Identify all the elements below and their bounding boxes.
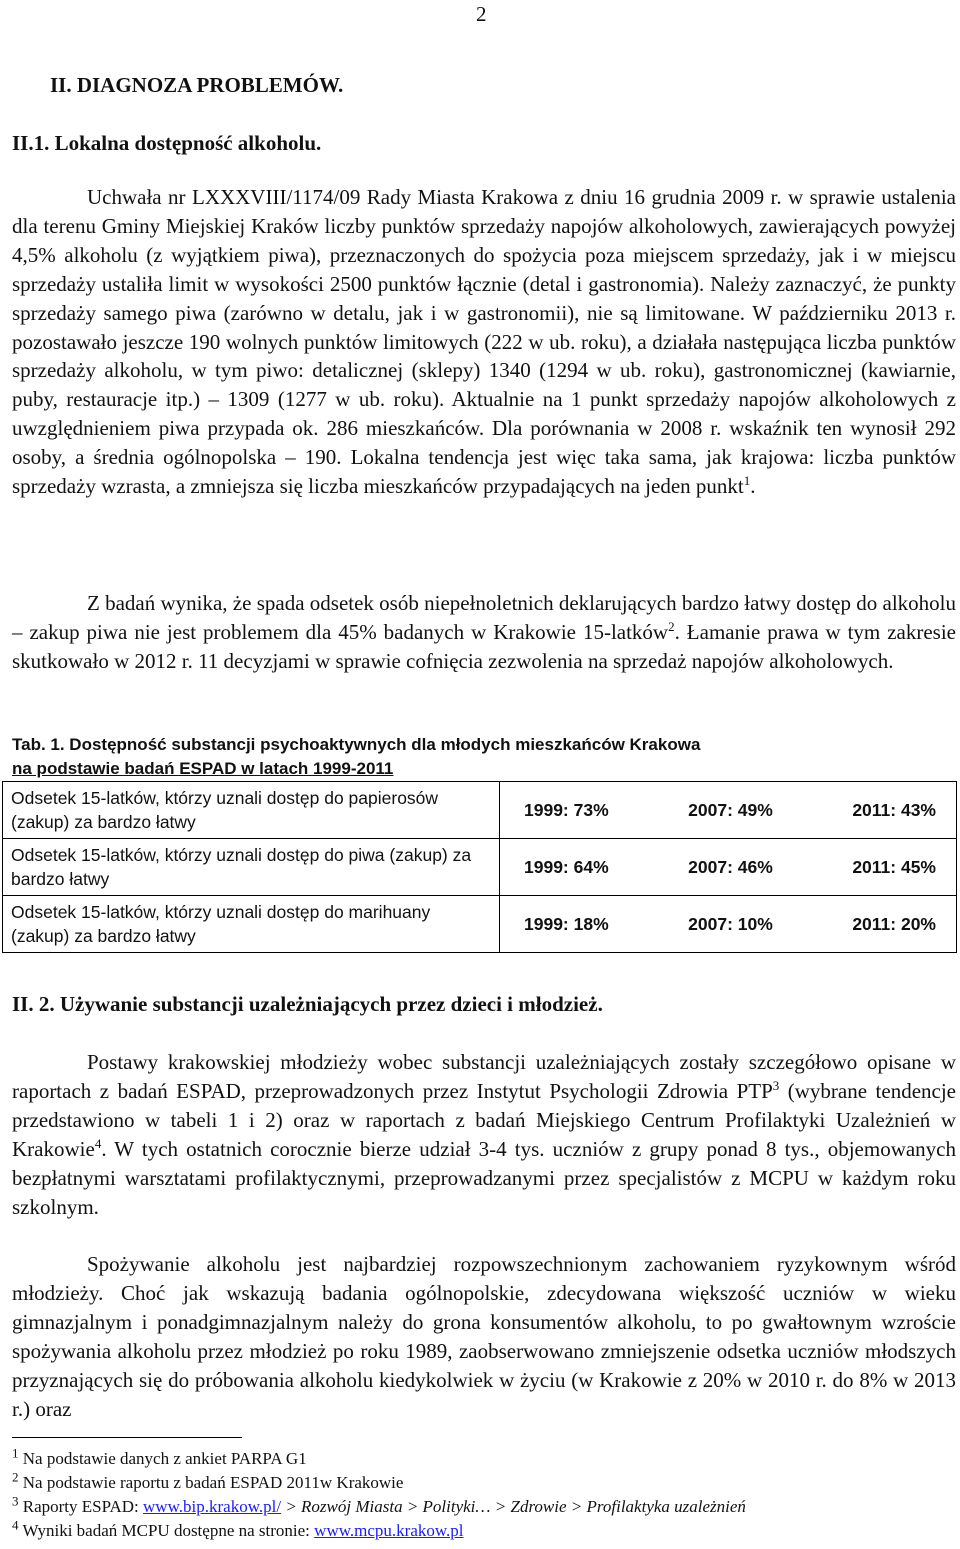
footnote-number: 3 (12, 1493, 19, 1509)
row-values (500, 782, 957, 839)
footnote-separator (12, 1437, 242, 1438)
paragraph-text-cont: . Łamanie prawa w tym zakresie skutkowało w 2012 r. 11 decyzjami w sprawie cofnięcia zezwolenia na sprzedaż napojów alkoholowych. (12, 619, 956, 673)
paragraph-text: Spożywanie alkoholu jest najbardziej rozpowszechnionym zachowaniem ryzykownym wśród młodzieży. Choć jak wskazują badania ogólnopolskie, zdecydowana większość uczniów w wieku gimnazjalnym i ponadgimnazjalnym należy do grona konsumentów alkoholu, to po gwałtownym wzroście spożywania alkoholu przez młodzież po roku 1989, zaobserwowano zmniejszenie odsetka uczniów młodszych przyznających się do próbowania alkoholu kiedykolwiek w życiu (w Krakowie z 20% w 2010 r. do 8% w 2013 r.) oraz (12, 1252, 956, 1421)
footnote-text: Na podstawie raportu z badań ESPAD 2011w Krakowie (18, 1473, 404, 1492)
value-1999: 1999: 18% (524, 914, 609, 934)
row-label: Odsetek 15-latków, którzy uznali dostęp do papierosów (zakup) za bardzo łatwy (3, 782, 500, 839)
footnote-4 (12, 1517, 464, 1542)
paragraph-alcohol-consumption (12, 1250, 956, 1423)
table-caption-line: na podstawie badań ESPAD w latach 1999-2011 (12, 759, 394, 778)
table-caption (12, 733, 956, 781)
bip-krakow-link[interactable]: www.bip.krakow.pl/ (143, 1497, 282, 1516)
paragraph-text-cont: . W tych ostatnich corocznie bierze udział 3-4 tys. uczniów z grupy ponad 8 tys., objemowanych bezpłatnymi warsztatami profilaktycznymi, przeprowadzanymi przez specjalistów z MCPU w każdym roku szkolnym. (12, 1136, 956, 1219)
row-label: Odsetek 15-latków, którzy uznali dostęp do marihuany (zakup) za bardzo łatwy (3, 896, 500, 953)
paragraph-text-cont: (wybrane tendencje przedstawiono w tabeli 1 i 2) oraz w raportach z badań Miejskiego Centrum Profilaktyki Uzależnień w Krakowie (12, 1078, 957, 1161)
footnote-2 (12, 1469, 404, 1494)
footnote-text: Raporty ESPAD: (18, 1497, 144, 1516)
row-values (500, 839, 957, 896)
table-row (3, 896, 957, 953)
table-caption-line: Tab. 1. Dostępność substancji psychoaktywnych dla młodych mieszkańców Krakowa (12, 735, 701, 754)
table-row (3, 782, 957, 839)
footnote-ref: 3 (772, 1077, 780, 1093)
paragraph-alcohol-availability (12, 183, 956, 501)
paragraph-text: Uchwała nr LXXXVIII/1174/09 Rady Miasta Krakowa z dniu 16 grudnia 2009 r. w sprawie ustalenia dla terenu Gminy Miejskiej Kraków liczby punktów sprzedaży napojów alkoholowych, zawierających powyżej 4,5% alkoholu (z wyjątkiem piwa), przeznaczonych do spożycia poza miejscem sprzedaży, jak i w miejscu sprzedaży ustaliła limit w wysokości 2500 punktów łącznie (detal i gastronomia). Należy zaznaczyć, że punkty sprzedaży samego piwa (zarówno w detalu, jak i w gastronomii), nie są limitowane. W październiku 2013 r. pozostawało jeszcze 190 wolnych punktów limitowych (222 w ub. roku), a działała następująca liczba punktów sprzedaży alkoholu, w tym piwo: detalicznej (sklepy) 1340 (1294 w ub. roku), gastronomicznej (kawiarnie, puby, restauracje itp.) – 1309 (1277 w ub. roku). Aktualnie na 1 punkt sprzedaży napojów alkoholowych z uwzględnieniem piwa przypada ok. 286 mieszkańców. Dla porównania w 2008 r. wskaźnik ten wynosił 292 osoby, a średnia ogólnopolska – 190. Lokalna tendencja jest więc taka sama, jak krajowa: liczba punktów sprzedaży wzrasta, a zmniejsza się liczba mieszkańców przypadających na jeden punkt (12, 185, 956, 499)
section-heading: II. DIAGNOZA PROBLEMÓW. (50, 73, 344, 97)
value-2011: 2011: 20% (852, 914, 936, 934)
value-2011: 2011: 45% (852, 857, 936, 877)
footnote-text: Na podstawie danych z ankiet PARPA G1 (18, 1449, 307, 1468)
value-1999: 1999: 73% (524, 800, 609, 820)
paragraph-text: Z badań wynika, że spada odsetek osób niepełnoletnich deklarujących bardzo łatwy dostęp do alkoholu – zakup piwa nie jest problemem dla 45% badanych w Krakowie 15-latków (12, 591, 956, 644)
mcpu-link[interactable]: www.mcpu.krakow.pl (314, 1521, 464, 1540)
footnote-text: Wyniki badań MCPU dostępne na stronie: (18, 1521, 315, 1540)
footnote-path: > Rozwój Miasta > Polityki… > Zdrowie > Profilaktyka uzależnień (281, 1497, 746, 1516)
footnote-3 (12, 1493, 746, 1518)
value-1999: 1999: 64% (524, 857, 609, 877)
footnote-number: 2 (12, 1469, 19, 1485)
espad-table (2, 781, 957, 953)
subsection-heading-1: II.1. Lokalna dostępność alkoholu. (12, 131, 322, 155)
footnote-ref: 1 (743, 473, 751, 489)
row-label: Odsetek 15-latków, którzy uznali dostęp do piwa (zakup) za bardzo łatwy (3, 839, 500, 896)
footnote-1 (12, 1445, 307, 1470)
row-values (500, 896, 957, 953)
subsection-heading-2: II. 2. Używanie substancji uzależniających przez dzieci i młodzież. (12, 992, 603, 1016)
value-2007: 2007: 49% (688, 800, 773, 820)
footnote-number: 1 (12, 1445, 19, 1461)
table-row (3, 839, 957, 896)
paragraph-text: Postawy krakowskiej młodzieży wobec substancji uzależniających zostały szczegółowo opisane w raportach z badań ESPAD, przeprowadzonych przez Instytut Psychologii Zdrowia PTP (12, 1050, 956, 1103)
paragraph-espad-reports (12, 1048, 956, 1221)
paragraph-end: . (750, 474, 756, 499)
page-number: 2 (476, 2, 487, 26)
value-2007: 2007: 10% (688, 914, 773, 934)
paragraph-survey-results (12, 589, 956, 676)
footnote-ref: 2 (668, 618, 675, 634)
value-2011: 2011: 43% (852, 800, 936, 820)
value-2007: 2007: 46% (688, 857, 773, 877)
footnote-ref: 4 (94, 1135, 102, 1151)
footnote-number: 4 (12, 1517, 19, 1533)
